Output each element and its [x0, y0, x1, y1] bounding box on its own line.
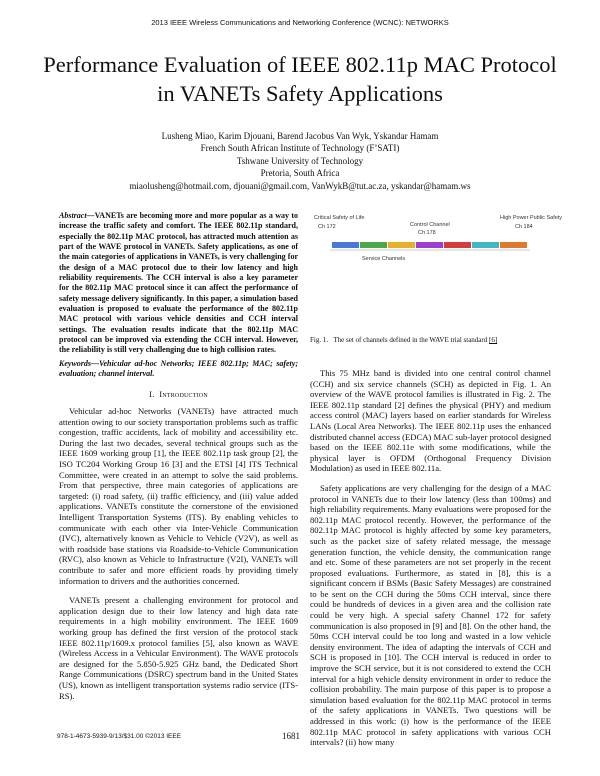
figure-label-public-safety: High Power Public Safety	[500, 215, 563, 221]
paper-title: Performance Evaluation of IEEE 802.11p MAC Protocol in VANETs Safety Applications	[43, 52, 557, 106]
caption-lead: Fig. 1.	[310, 336, 329, 344]
caption-reference-link[interactable]: [6]	[488, 336, 498, 344]
paragraph: This 75 MHz band is divided into one central control channel (CCH) and six service channels (SCH) as depicted in Fig. 1. An overview of the WAVE protocol families is illustrated in Fig. 2. The IEEE 802.11p standard [2] defines the physical (PHY) and medium access control (MAC) layers based on earlier standards for Wireless LANs (Local Area Networks). The IEEE 802.11p uses the enhanced distributed channel access (EDCA) MAC sub-layer protocol designed based on the IEEE 802.11e with some modifications, while the physical layer is OFDM (Orthogonal Frequency Division Modulation) as used in IEEE 802.11a.	[310, 368, 551, 474]
section-title: Introduction	[159, 388, 208, 399]
author-block	[60, 130, 540, 192]
figure-caption	[310, 336, 551, 345]
copyright-footer: 978-1-4673-5939-9/13/$31.00 ©2013 IEEE	[57, 733, 182, 740]
paragraph: Vehicular ad-hoc Networks (VANETs) have attracted much attention owing to our society transportation problems such as traffic congestion, traffic accidents, lack of mobility and accessibility etc. During the last two decades, several technical groups such as the IEEE 1609 working group [1], the IEEE 802.11p task group [2], the ISO TC204 Working Group 16 [3] and the ETSI [4] ITS Technical Committee, were created in an attempt to solve the said problems. From that perspective, three main categories of applications are targeted: (i) road safety, (ii) traffic efficiency, and (iii) value added applications. VANETs constitute the cornerstone of the envisioned Intelligent Transportation Systems (ITS). By enabling vehicles to communicate with each other via Inter-Vehicle Communication (IVC), alternatively known as Vehicle to Vehicle (V2V), as well as with roadside base stations via Roadside-to-Vehicle Communication (RVC), also known as Vehicle to Infrastructure (V2I), VANETs will contribute to safer and more efficient roads by providing timely information to drivers and the authorities concerned.	[59, 406, 298, 586]
figure-label-channel-center: Ch 178	[418, 230, 436, 236]
abstract-lead: Abstract—	[59, 211, 95, 220]
paragraph: Safety applications are very challenging for the design of a MAC protocol in VANETs due to their low latency (less than 100ms) and high reliability requirements. Many evaluations were proposed for the 802.11p MAC protocol recently. However, the performance of the 802.11p MAC protocol is highly affected by some key parameters, such as the packet size of safety related message, the message generation function, the vehicle density, the communication range and etc. Some of these parameters are not set properly in the recent proposed evaluations. Furthermore, as stated in [8], this is a significant concern if BSMs (Basic Safety Messages) are constrained to be sent on the CCH during the 50ms CCH interval, since there could be hundreds of devices in a given area and the collision rate could be very high. A special safety Channel 172 for safety communication is also proposed in [9] and [8]. On the other hand, the 50ms CCH interval could be too long and wasted in a low vehicle density environment. The idea of adapting the intervals of CCH and SCH is proposed in [10]. The CCH interval is reduced in order to improve the SCH service, but it is not considered to extend the CCH interval for a high vehicle density environment in order to reduce the collision probability. The main purpose of this paper is to propose a simulation based evaluation for the 802.11p MAC protocol in terms of the safety applications in VANETs. Two questions will be addressed in this work: (i) how is the performance of the IEEE 802.11p MAC protocol in safety applications with various CCH intervals? (ii) how many	[310, 482, 551, 748]
caption-text: The set of channels defined in the WAVE trial standard	[333, 336, 488, 344]
section-number: I.	[149, 388, 155, 399]
channel-band	[500, 242, 527, 248]
figure-label-control: Control Channel	[410, 222, 450, 228]
figure-label-safety: Critical Safety of Life	[314, 215, 365, 221]
channel-band	[388, 242, 415, 248]
channel-band	[360, 242, 387, 248]
figure-channels	[310, 208, 563, 276]
figure-label-channel-left: Ch 172	[318, 224, 336, 230]
author-names: Lusheng Miao, Karim Djouani, Barend Jacobus Van Wyk, Yskandar Hamam	[161, 131, 439, 141]
paragraph: VANETs present a challenging environment for protocol and application design due to their low latency and high data rate requirements in a high mobility environment. The IEEE 1609 working group has defined the first version of the protocol stack IEEE 802.11p/1609.x protocol families [5], also known as WAVE (Wireless Access in a Vehicular Environment). The WAVE protocols are designed for the 5.850-5.925 GHz band, the Dedicated Short Range Communications (DSRC) spectrum band in the United States (US), known as intelligent transportation systems radio service (ITS-RS).	[59, 595, 298, 701]
section-heading	[59, 389, 298, 400]
affiliation-line: French South African Institute of Technology (F’SATI)	[200, 143, 400, 154]
abstract-text: VANETs are becoming more and more popular as a way to increase the traffic safety and comfort. The IEEE 802.11p standard, especially the 802.11p MAC protocol, has attracted much attention as part of the WAVE protocol in VANETs. Safety applications, as one of the main categories of applications in VANETs, is very challenging for the design of a MAC protocol due to their low latency and high reliability requirements. The CCH interval is also a key parameter for the 802.11p MAC protocol since it can affect the performance of safety message delivery significantly. In this paper, a simulation based evaluation is proposed to evaluate the performance of the 802.11p MAC protocol with various vehicle densities and CCH interval settings. The evaluation results indicate that the 802.11p MAC protocol can be improved via extending the CCH interval. However, the reliability is still very challenging due to high collision rates.	[59, 211, 298, 355]
keywords-text: Vehicular ad-hoc Networks; IEEE 802.11p; MAC; safety; evaluation; channel interval.	[59, 358, 298, 379]
conference-header: 2013 IEEE Wireless Communications and Networking Conference (WCNC): NETWORKS	[151, 18, 449, 27]
left-column	[59, 211, 298, 701]
channel-band	[416, 242, 443, 248]
abstract	[59, 211, 298, 356]
figure-label-service: Service Channels	[362, 256, 406, 262]
keywords-lead: Keywords—	[59, 358, 99, 368]
figure-label-channel-right: Ch 184	[515, 224, 533, 230]
channel-diagram	[310, 208, 563, 276]
channel-band	[444, 242, 471, 248]
channel-band	[332, 242, 359, 248]
affiliation-line: Pretoria, South Africa	[260, 168, 340, 179]
right-column	[310, 368, 551, 748]
author-emails: miaolusheng@hotmail.com, djouani@gmail.com, VanWykB@tut.ac.za, yskandar@hamam.ws	[129, 180, 471, 191]
channel-band	[472, 242, 499, 248]
keywords	[59, 359, 298, 380]
page-number: 1681	[282, 731, 300, 741]
channel-bands	[332, 242, 527, 248]
affiliation-line: Tshwane University of Technology	[236, 155, 364, 166]
